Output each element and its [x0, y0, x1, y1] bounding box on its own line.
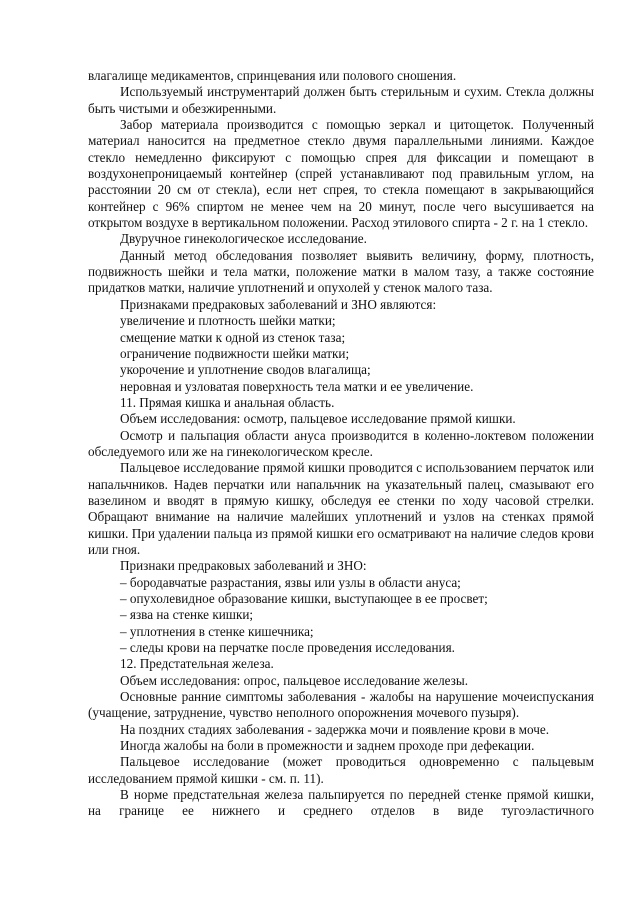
paragraph: – следы крови на перчатке после проведения исследования. — [120, 640, 455, 656]
paragraph: 12. Предстательная железа. — [120, 656, 274, 672]
paragraph: Объем исследования: осмотр, пальцевое исследование прямой кишки. — [120, 411, 516, 427]
paragraph: В норме предстательная железа пальпируется по передней стенке прямой кишки, на границе ее нижнего и среднего отделов в виде тугоэластичного — [88, 787, 594, 819]
paragraph: – опухолевидное образование кишки, выступающее в ее просвет; — [120, 591, 488, 606]
paragraph: Иногда жалобы на боли в промежности и заднем проходе при дефекации. — [120, 738, 535, 754]
paragraph: Используемый инструментарий должен быть стерильным и сухим. Стекла должны быть чистыми и обезжиренными. — [88, 84, 594, 116]
paragraph: ограничение подвижности шейки матки; — [120, 345, 350, 361]
paragraph: Пальцевое исследование (может проводиться одновременно с пальцевым исследованием прямой кишки - см. п. 11). — [88, 754, 594, 786]
paragraph: Основные ранние симптомы заболевания - жалобы на нарушение мочеиспускания (учащение, затруднение, чувство неполного опорожнения мочевого пузыря). — [88, 689, 594, 721]
paragraph: Признаки предраковых заболеваний и ЗНО: — [120, 558, 367, 574]
paragraph: Забор материала производится с помощью зеркал и цитощеток. Полученный материал наносится на предметное стекло двумя параллельными линиями. Каждое стекло немедленно фиксируют с помощью спрея для фиксации и помещают в воздухонепроницаемый контейнер (спрей устанавливают под правильным углом, на расстоянии 20 см от стекла), если нет спрея, то стекла помещают в закрывающийся контейнер с 96% спиртом не менее чем на 20 минут, после чего высушивается на открытом воздухе в вертикальном положении. Расход этилового спирта - 2 г. на 1 стекло. — [88, 117, 594, 231]
paragraph: На поздних стадиях заболевания - задержка мочи и появление крови в моче. — [120, 721, 549, 737]
paragraph: неровная и узловатая поверхность тела матки и ее увеличение. — [120, 378, 474, 394]
paragraph: Данный метод обследования позволяет выявить величину, форму, плотность, подвижность шейки и тела матки, положение матки в малом тазу, а также состояние придатков матки, наличие уплотнений и опухолей у стенок малого таза. — [88, 247, 594, 296]
paragraph: влагалище медикаментов, спринцевания или полового сношения. — [88, 68, 457, 83]
paragraph: увеличение и плотность шейки матки; — [120, 313, 336, 329]
paragraph: смещение матки к одной из стенок таза; — [120, 329, 346, 345]
paragraph: укорочение и уплотнение сводов влагалища; — [120, 362, 371, 378]
paragraph: – уплотнения в стенке кишечника; — [120, 623, 314, 639]
paragraph: Пальцевое исследование прямой кишки проводится с использованием перчаток или напальчников. Надев перчатки или напальчник на указательный палец, смазывают его вазелином и вводят в прямую кишку, обследуя ее стенки по ходу часовой стрелки. Обращают внимание на наличие малейших уплотнений и узлов на стенках прямой кишки. При удалении пальца из прямой кишки его осматривают на наличие следов крови или гноя. — [88, 460, 594, 557]
paragraph: Осмотр и пальпация области ануса производится в коленно-локтевом положении обследуемого или же на гинекологическом кресле. — [88, 427, 594, 459]
paragraph: – язва на стенке кишки; — [120, 607, 254, 623]
paragraph: Объем исследования: опрос, пальцевое исследование железы. — [120, 672, 469, 688]
paragraph: 11. Прямая кишка и анальная область. — [120, 394, 335, 410]
paragraph: Признаками предраковых заболеваний и ЗНО являются: — [120, 296, 437, 312]
document-page — [88, 68, 594, 820]
paragraph: Двуручное гинекологическое исследование. — [120, 231, 367, 247]
paragraph: – бородавчатые разрастания, язвы или узлы в области ануса; — [120, 574, 461, 590]
